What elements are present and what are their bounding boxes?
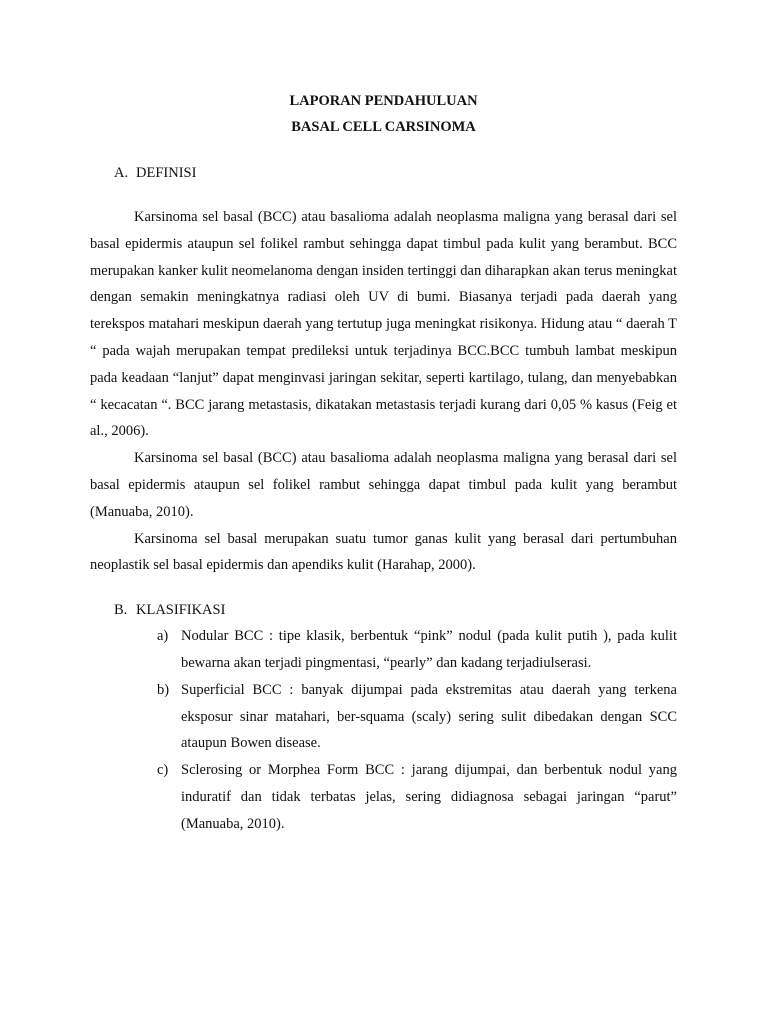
list-item-marker: b) <box>157 681 170 698</box>
section-a-number: A. <box>114 165 129 181</box>
list-item-marker: a) <box>157 628 169 645</box>
document-title-line-1: LAPORAN PENDAHULUAN <box>289 93 478 109</box>
section-a-heading <box>90 160 677 186</box>
document-title-line-2: BASAL CELL CARSINOMA <box>291 119 476 135</box>
list-item-text: Superficial BCC : banyak dijumpai pada ekstremitas atau daerah yang terkena eksposur sinar matahari, ber-squama (scaly) sering sulit dibedakan dengan SCC ataupun Bowen disease. <box>181 681 677 752</box>
section-b-title: KLASIFIKASI <box>136 602 226 619</box>
document-page <box>90 88 677 838</box>
section-b-number: B. <box>114 602 128 619</box>
definisi-paragraph-3: Karsinoma sel basal merupakan suatu tumor ganas kulit yang berasal dari pertumbuhan neoplastik sel basal epidermis dan apendiks kulit (Harahap, 2000). <box>90 530 677 574</box>
list-item-text: Sclerosing or Morphea Form BCC : jarang dijumpai, dan berbentuk nodul yang induratif dan tidak terbatas jelas, sering didiagnosa sebagai jaringan “parut” (Manuaba, 2010). <box>181 762 677 832</box>
section-definisi <box>90 160 677 579</box>
section-klasifikasi <box>90 597 677 837</box>
title-block <box>90 88 677 140</box>
list-item-marker: c) <box>157 762 169 779</box>
list-item <box>90 623 677 677</box>
definisi-paragraph-1: Karsinoma sel basal (BCC) atau basalioma adalah neoplasma maligna yang berasal dari sel basal epidermis ataupun sel folikel rambut sehingga dapat timbul pada kulit yang berambut. BCC merupakan kanker kulit neomelanoma dengan insiden tertinggi dan diharapkan akan terus meningkat dengan semakin meningkatnya radiasi oleh UV di bumi. Biasanya terjadi pada daerah yang terekspos matahari meskipun daerah yang tertutup juga meningkat risikonya. Hidung atau “ daerah T “ pada wajah merupakan tempat predileksi untuk terjadinya BCC.BCC tumbuh lambat meskipun pada keadaan “lanjut” dapat menginvasi jaringan sekitar, seperti kartilago, tulang, dan menyebabkan “ kecacatan “. BCC jarang metastasis, dikatakan metastasis terjadi kurang dari 0,05 % kasus (Feig et al., 2006). <box>90 209 677 440</box>
klasifikasi-list <box>90 623 677 837</box>
list-item-text: Nodular BCC : tipe klasik, berbentuk “pink” nodul (pada kulit putih ), pada kulit bewarna akan terjadi pingmentasi, “pearly” dan kadang terjadiulserasi. <box>181 628 677 671</box>
list-item <box>90 757 677 837</box>
section-a-title: DEFINISI <box>136 165 197 181</box>
definisi-paragraph-2: Karsinoma sel basal (BCC) atau basalioma adalah neoplasma maligna yang berasal dari sel basal epidermis ataupun sel folikel rambut sehingga dapat timbul pada kulit yang berambut (Manuaba, 2010). <box>90 450 677 520</box>
list-item <box>90 677 677 757</box>
section-b-heading <box>90 597 677 623</box>
